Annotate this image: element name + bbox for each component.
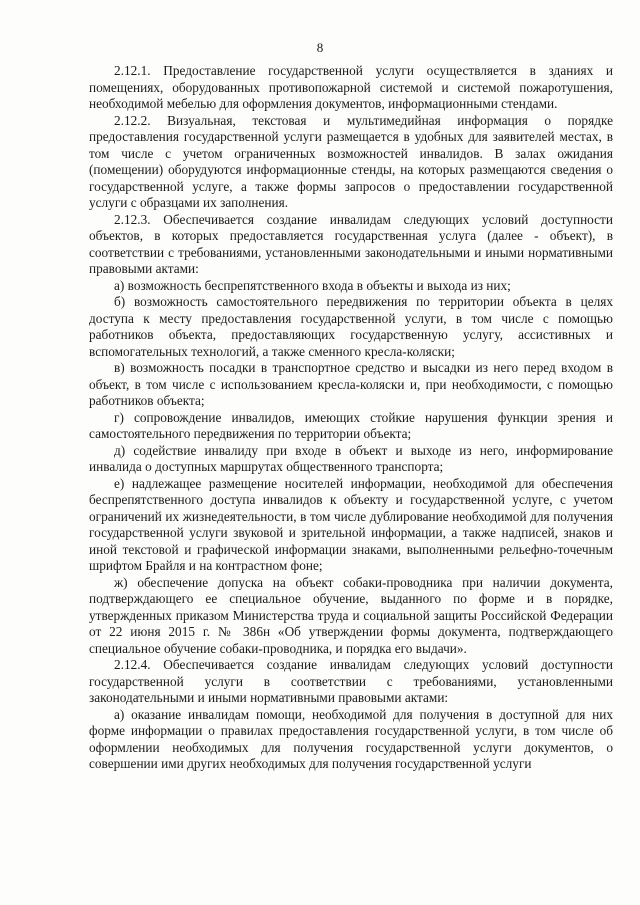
paragraph-2-12-4: 2.12.4. Обеспечивается создание инвалидам следующих условий доступности государственной услуги в соответствии с требованиями, установленными законодательными и иными нормативными правовыми актами:: [89, 657, 613, 705]
list-item-b: б) возможность самостоятельного передвижения по территории объекта в целях доступа к месту предоставления государственной услуги, в том числе с помощью работников объекта, предоставляющих государственную услугу, ассистивных и вспомогательных технологий, а также сменного кресла-коляски;: [89, 294, 613, 359]
list-item-zh: ж) обеспечение допуска на объект собаки-проводника при наличии документа, подтверждающего ее специальное обучение, выданного по форме и в порядке, утвержденных приказом Министерства труда и социальной защиты Российской Федерации от 22 июня 2015 г. № 386н «Об утверждении формы документа, подтверждающего специальное обучение собаки-проводника, и порядка его выдачи».: [89, 574, 613, 656]
list-item-a: а) возможность беспрепятственного входа в объекты и выхода из них;: [114, 277, 511, 293]
page-number: 8: [316, 40, 324, 55]
list-item-d: д) содействие инвалиду при входе в объект и выходе из него, информирование инвалида о доступных маршрутах общественного транспорта;: [89, 442, 613, 474]
list-item-e: е) надлежащее размещение носителей информации, необходимой для обеспечения беспрепятственного доступа инвалидов к объекту и государственной услуге, с учетом ограничений их жизнедеятельности, в том числе дублирование необходимой для получения государственной услуги звуковой и зрительной информации, а также надписей, знаков и иной текстовой и графической информации знаками, выполненными рельефно-точечным шрифтом Брайля и на контрастном фоне;: [89, 475, 613, 573]
paragraph-2-12-2: 2.12.2. Визуальная, текстовая и мультимедийная информация о порядке предоставления государственной услуги размещается в удобных для заявителей местах, в том числе с учетом ограниченных возможностей инвалидов. В залах ожидания (помещении) оборудуются информационные стенды, на которых размещаются сведения о государственной услуге, а также формы запросов о предоставлении государственной услуги с образцами их заполнения.: [89, 112, 613, 210]
list-item-v: в) возможность посадки в транспортное средство и высадки из него перед входом в объект, в том числе с использованием кресла-коляски и, при необходимости, с помощью работников объекта;: [89, 360, 613, 408]
list-item-a-2: а) оказание инвалидам помощи, необходимой для получения в доступной для них форме информации о правилах предоставления государственной услуги, в том числе об оформлении необходимых для получения государственной услуги документов, о совершении ими других необходимых для получения государственной услуги: [89, 706, 613, 771]
paragraph-2-12-3: 2.12.3. Обеспечивается создание инвалидам следующих условий доступности объектов, в которых предоставляется государственная услуга (далее - объект), в соответствии с требованиями, установленными законодательными и иными нормативными правовыми актами:: [89, 211, 613, 276]
document-body: [89, 63, 613, 773]
paragraph-2-12-1: 2.12.1. Предоставление государственной услуги осуществляется в зданиях и помещениях, оборудованных противопожарной системой и системой пожаротушения, необходимой мебелью для оформления документов, информационными стендами.: [89, 63, 613, 111]
list-item-g: г) сопровождение инвалидов, имеющих стойкие нарушения функции зрения и самостоятельного передвижения по территории объекта;: [89, 409, 613, 441]
